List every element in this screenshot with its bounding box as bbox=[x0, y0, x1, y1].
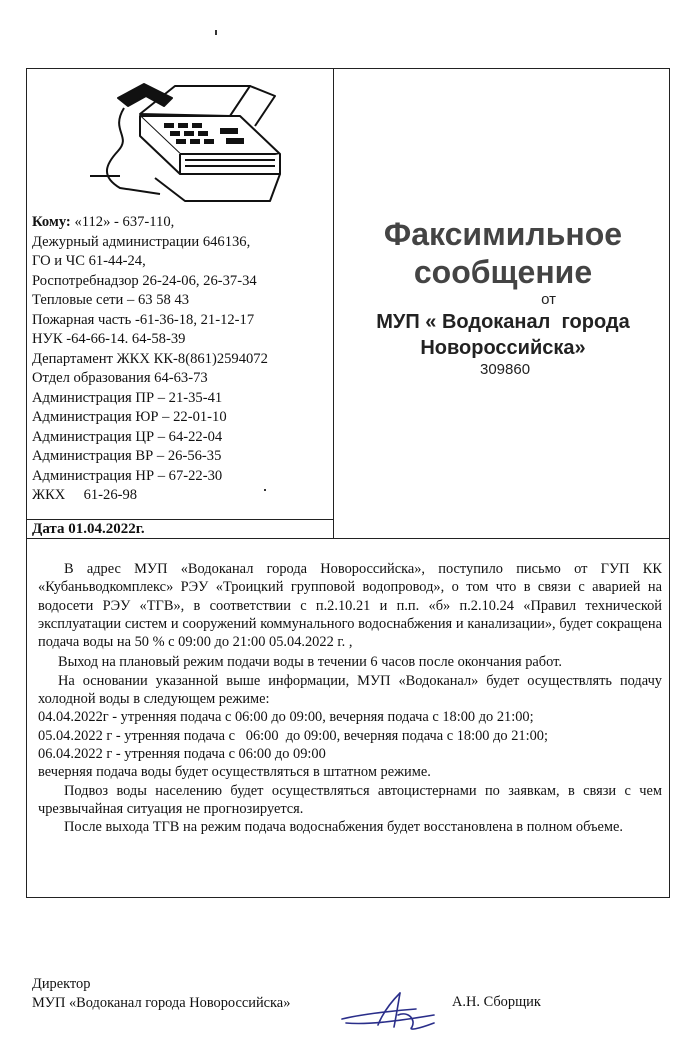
fax-header bbox=[340, 215, 666, 379]
recipient-line: Департамент ЖКХ КК-8(861)2594072 bbox=[32, 350, 268, 367]
schedule-line: вечерняя подача воды будет осуществляться в штатном режиме. bbox=[38, 764, 431, 781]
signer-name: А.Н. Сборщик bbox=[452, 994, 541, 1010]
document-date: Дата 01.04.2022г. bbox=[32, 521, 145, 537]
recipient-line: Отдел образования 64-63-73 bbox=[32, 370, 208, 386]
schedule-line: 06.04.2022 г - утренняя подача с 06:00 до 09:00 bbox=[38, 745, 326, 762]
paragraph-water-delivery: Подвоз воды населению будет осуществляться автоцистернами по заявкам, в связи с чем чрезвычайная ситуация не прогнозируется. bbox=[38, 782, 662, 817]
fax-machine-icon bbox=[80, 76, 310, 208]
signature-block bbox=[32, 975, 290, 1013]
sender-org-line-1: МУП « Водоканал города bbox=[376, 311, 630, 333]
signer-organization: МУП «Водоканал города Новороссийска» bbox=[32, 995, 291, 1011]
schedule-line: 05.04.2022 г - утренняя подача с 06:00 до 09:00, вечерняя подача с 18:00 до 21:00; bbox=[38, 727, 548, 744]
message-body bbox=[38, 560, 662, 836]
paragraph-schedule-intro: На основании указанной выше информации, МУП «Водоканал» будет осуществлять подачу холодной воды в следующем режиме: bbox=[38, 672, 662, 708]
scan-speck bbox=[215, 30, 217, 35]
handwritten-signature bbox=[338, 985, 448, 1037]
header-divider-vertical bbox=[333, 68, 334, 539]
from-label: от bbox=[541, 291, 556, 308]
recipient-line: Администрация ЦР – 64-22-04 bbox=[32, 428, 223, 445]
title-line-2: сообщение bbox=[413, 254, 593, 290]
recipient-line: Администрация ПР – 21-35-41 bbox=[32, 389, 223, 406]
recipient-line: Администрация НР – 67-22-30 bbox=[32, 467, 223, 484]
recipient-line: Роспотребнадзор 26-24-06, 26-37-34 bbox=[32, 272, 257, 289]
paragraph-recovery: Выход на плановый режим подачи воды в течении 6 часов после окончания работ. bbox=[58, 654, 562, 671]
signer-position: Директор bbox=[32, 976, 91, 992]
title-line-1: Факсимильное bbox=[383, 216, 623, 252]
recipient-line: Дежурный администрации 646136, bbox=[32, 233, 251, 250]
recipient-line: Администрация ЮР – 22-01-10 bbox=[32, 409, 227, 425]
sender-org-line-2: Новороссийска» bbox=[420, 337, 586, 359]
recipient-line-1: Кому: «112» - 637-110, bbox=[32, 214, 175, 230]
recipient-line: НУК -64-66-14. 64-58-39 bbox=[32, 331, 186, 347]
recipient-line: Тепловые сети – 63 58 43 bbox=[32, 292, 190, 308]
recipient-line: Администрация ВР – 26-56-35 bbox=[32, 448, 222, 464]
recipient-list bbox=[32, 213, 332, 506]
sender-code: 309860 bbox=[480, 361, 531, 378]
header-divider-horizontal bbox=[26, 538, 670, 539]
to-label: Кому: bbox=[32, 214, 71, 230]
scan-speck bbox=[264, 489, 266, 491]
paragraph-notice: В адрес МУП «Водоканал города Новороссийска», поступило письмо от ГУП КК «Кубаньводкомплекс» РЭУ «Троицкий групповой водопровод», о том что в связи с аварией на водосети РЭУ «ТГВ», в соответствии с п.2.10.21 и п.п. «б» п.2.10.24 «Правил технической эксплуатации систем и сооружений коммунального водоснабжения и канализации», будет сокращена подача воды на 50 % с 09:00 до 21:00 05.04.2022 г. , bbox=[38, 561, 662, 651]
paragraph-restoration: После выхода ТГВ на режим подача водоснабжения будет восстановлена в полном объеме. bbox=[64, 819, 623, 836]
recipient-line: ГО и ЧС 61-44-24, bbox=[32, 253, 146, 269]
recipient-line: Пожарная часть -61-36-18, 21-12-17 bbox=[32, 311, 255, 328]
recipient-line: ЖКХ 61-26-98 bbox=[32, 487, 138, 503]
schedule-line: 04.04.2022г - утренняя подача с 06:00 до 09:00, вечерняя подача с 18:00 до 21:00; bbox=[38, 709, 534, 726]
